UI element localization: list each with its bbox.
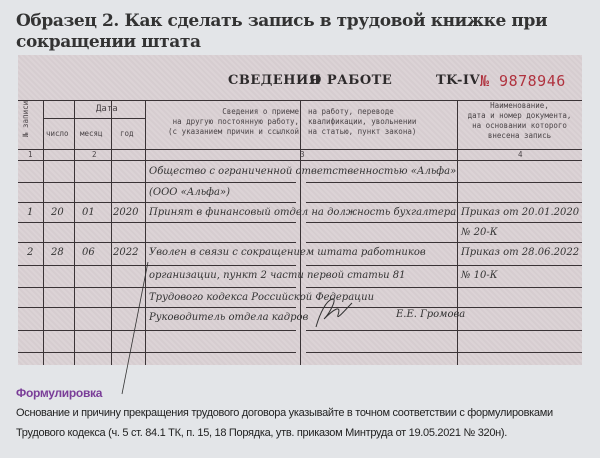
column-number: 2 <box>92 150 97 159</box>
cell-text: Принят в финансовый отдел на должность бухгалтера <box>149 207 457 218</box>
header-month: месяц <box>80 129 103 138</box>
header-text-line: Сведения о приеме <box>222 107 299 116</box>
cell-text: Руководитель отдела кадров <box>149 312 309 323</box>
cell-no: 2 <box>27 247 34 258</box>
header-text-line: на работу, переводе <box>308 107 394 116</box>
column-number: 4 <box>518 150 523 159</box>
column-number: 3 <box>300 150 305 159</box>
cell-text: Общество с ограниченной ответственностью «Альфа» <box>149 166 457 177</box>
header-date: Дата <box>96 104 118 114</box>
column-number: 1 <box>28 150 33 159</box>
header-text-line: на статью, пункт закона) <box>308 127 417 136</box>
cell-doc: Приказ от 20.01.2020 <box>461 207 580 218</box>
cell-day: 20 <box>51 207 64 218</box>
cell-text: (ООО «Альфа») <box>149 187 230 198</box>
header-text-line: Наименование, <box>490 101 549 110</box>
header-text-line: дата и номер документа, <box>467 111 572 120</box>
caption-line-1: Основание и причину прекращения трудового договора указывайте в точном соответствии с формулировками <box>16 407 553 419</box>
heading-left: СВЕДЕНИЯ <box>228 73 321 88</box>
caption-label: Формулировка <box>16 386 103 400</box>
header-text-line: (с указанием причин и ссылкой <box>168 127 299 136</box>
cell-text: Трудового кодекса Российской Федерации <box>149 292 375 303</box>
cell-no: 1 <box>27 207 34 218</box>
cell-day: 28 <box>51 247 64 258</box>
cell-text: организации, пункт 2 части первой статьи 81 <box>149 270 406 281</box>
cell-doc: Приказ от 28.06.2022 <box>461 247 580 258</box>
cell-month: 06 <box>82 247 95 258</box>
series-label: TK-IV <box>436 73 481 88</box>
header-day: число <box>46 129 69 138</box>
signer-name: Е.Е. Громова <box>396 309 466 320</box>
cell-doc: № 20-К <box>461 227 498 238</box>
page-title: Образец 2. Как сделать запись в трудовой книжке при сокращении штата <box>16 11 548 52</box>
cell-month: 01 <box>82 207 95 218</box>
header-year: год <box>120 129 134 138</box>
heading-right: О РАБОТЕ <box>310 73 393 88</box>
book-number: № 9878946 <box>480 72 566 90</box>
header-text-line: внесена запись <box>487 131 552 140</box>
header-text-line: квалификации, увольнении <box>308 117 417 126</box>
caption-line-2: Трудового кодекса (ч. 5 ст. 84.1 ТК, п. 15, 18 Порядка, утв. приказом Минтруда от 19.05.2021 № 320н). <box>16 427 508 439</box>
cell-year: 2022 <box>113 247 139 258</box>
cell-text: Уволен в связи с сокращением штата работников <box>149 247 426 258</box>
cell-year: 2020 <box>113 207 139 218</box>
cell-doc: № 10-К <box>461 270 498 281</box>
header-text-line: на основании которого <box>472 121 567 130</box>
header-text-line: на другую постоянную работу, <box>172 117 299 126</box>
header-record-no: № записи <box>21 100 30 137</box>
